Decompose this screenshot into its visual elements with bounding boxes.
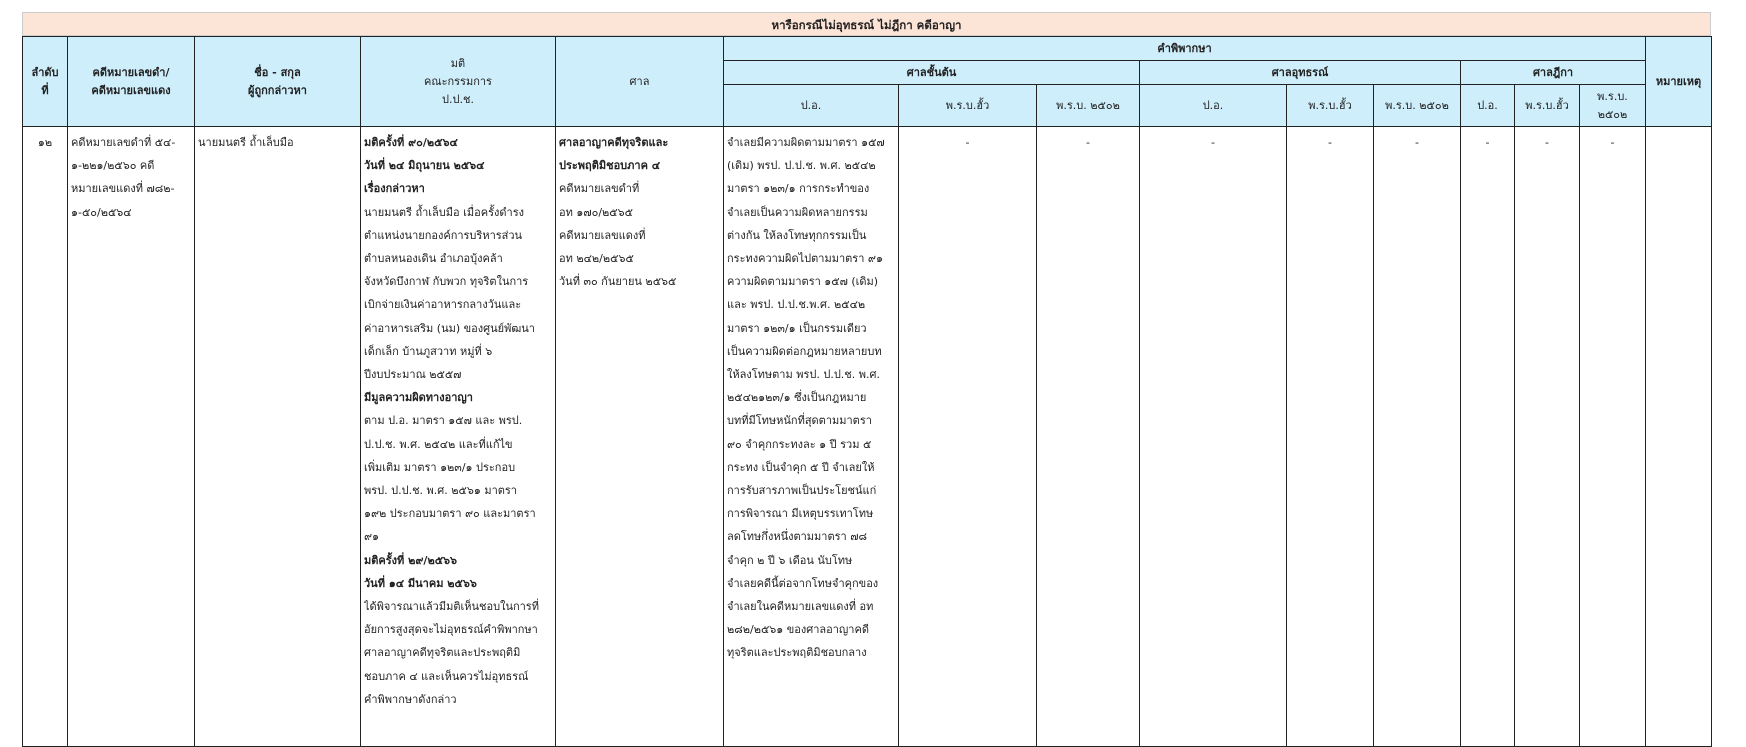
text-line: วันที่ ๒๔ มิถุนายน ๒๕๖๔	[364, 159, 485, 173]
text-line: เบิกจ่ายเงินค่าอาหารกลางวันและ	[364, 298, 522, 312]
text-line: เด็กเล็ก บ้านภูสวาท หมู่ที่ ๖	[364, 344, 493, 358]
text-line: ตาม ป.อ. มาตรา ๑๕๗ และ พรป.	[364, 414, 523, 428]
header-appeal-2502: พ.ร.บ. ๒๕๐๒	[1374, 85, 1461, 127]
text-line: วันที่ ๓๐ กันยายน ๒๕๖๕	[559, 275, 677, 289]
text-line: ปีงบประมาณ ๒๕๕๗	[364, 368, 462, 382]
text-line: ตำบลหนองเดิน อำเภอบุ้งคล้า	[364, 252, 503, 266]
cell-appeal-pa: -	[1140, 127, 1287, 747]
sheet	[22, 12, 1711, 747]
text-line: ๙๐ จำคุกกระทงละ ๑ ปี รวม ๕	[727, 437, 872, 451]
header-remarks: หมายเหตุ	[1646, 37, 1712, 127]
text-line: กระทง เป็นจำคุก ๕ ปี จำเลยให้	[727, 460, 875, 474]
cell-appeal-pbh: -	[1287, 127, 1374, 747]
text-line: จำเลยในคดีหมายเลขแดงที่ อท	[727, 600, 874, 614]
text-line: ลดโทษกึ่งหนึ่งตามมาตรา ๗๘	[727, 530, 867, 544]
cell-appeal-2502: -	[1374, 127, 1461, 747]
text-line: ให้ลงโทษตาม พรป. ป.ป.ช. พ.ศ.	[727, 368, 880, 382]
cell-resolution	[361, 127, 556, 747]
text-line: มาตรา ๑๒๓/๑ การกระทำของ	[727, 182, 870, 196]
text-line: และ พรป. ป.ป.ช.พ.ศ. ๒๕๔๒	[727, 298, 866, 312]
header-case-number: คดีหมายเลขดำ/ คดีหมายเลขแดง	[68, 37, 195, 127]
header-judgment: คำพิพากษา	[724, 37, 1646, 61]
header-appeal-pa: ป.อ.	[1140, 85, 1287, 127]
header-supreme-pa: ป.อ.	[1461, 85, 1515, 127]
text-line: มติครั้งที่ ๒๙/๒๕๖๖	[364, 553, 457, 567]
text-line: การรับสารภาพเป็นประโยชน์แก่	[727, 484, 877, 498]
text-line: นายมนตรี ถ้ำเล็บมือ เมื่อครั้งดำรง	[364, 205, 524, 219]
header-first-pa: ป.อ.	[724, 85, 899, 127]
header-resolution: มติ คณะกรรมการ ป.ป.ช.	[361, 37, 556, 127]
text-line: อท ๑๗๐/๒๕๖๕	[559, 205, 633, 219]
text-line: กระทงความผิดไปตามมาตรา ๙๑	[727, 252, 883, 266]
text-line: อท ๒๔๒/๒๕๖๕	[559, 252, 634, 266]
cell-remarks	[1646, 127, 1712, 747]
text-line: เป็นความผิดต่อกฎหมายหลายบท	[727, 344, 882, 358]
text-line: จำเลยมีความผิดตามมาตรา ๑๕๗	[727, 136, 885, 149]
text-line: เรื่องกล่าวหา	[364, 182, 425, 196]
header-supreme-court: ศาลฎีกา	[1461, 61, 1646, 85]
header-appeal-pbh: พ.ร.บ.ฮั้ว	[1287, 85, 1374, 127]
text-line: ป.ป.ช. พ.ศ. ๒๕๔๒ และที่แก้ไข	[364, 437, 513, 451]
cell-first-2502: -	[1037, 127, 1140, 747]
text-line: คดีหมายเลขแดงที่	[559, 228, 646, 242]
table-row	[23, 127, 1712, 747]
text-line: จำเลยคดีนี้ต่อจากโทษจำคุกของ	[727, 576, 879, 590]
text-line: ชอบภาค ๔ และเห็นควรไม่อุทธรณ์	[364, 669, 529, 683]
cell-supreme-pbh: -	[1515, 127, 1580, 747]
header-first-2502: พ.ร.บ. ๒๕๐๒	[1037, 85, 1140, 127]
text-line: ประพฤติมิชอบภาค ๔	[559, 159, 661, 173]
cell-court	[556, 127, 724, 747]
text-line: ศาลอาญาคดีทุจริตและประพฤติมิ	[364, 646, 521, 660]
text-line: ทุจริตและประพฤติมิชอบกลาง	[727, 646, 867, 660]
cell-supreme-pa: -	[1461, 127, 1515, 747]
header-no: ลำดับ ที่	[23, 37, 68, 127]
header-appeal-court: ศาลอุทธรณ์	[1140, 61, 1461, 85]
cases-table	[22, 36, 1712, 747]
header-supreme-pbh: พ.ร.บ.ฮั้ว	[1515, 85, 1580, 127]
text-line: ศาลอาญาคดีทุจริตและ	[559, 136, 669, 149]
text-line: จำเลยเป็นความผิดหลายกรรม	[727, 205, 868, 219]
text-line: วันที่ ๑๔ มีนาคม ๒๕๖๖	[364, 576, 477, 590]
cell-first-pa	[724, 127, 899, 747]
text-line: ๑๙๒ ประกอบมาตรา ๙๐ และมาตรา	[364, 507, 536, 521]
header-supreme-2502: พ.ร.บ. ๒๕๐๒	[1580, 85, 1646, 127]
cell-supreme-2502: -	[1580, 127, 1646, 747]
text-line: อัยการสูงสุดจะไม่อุทธรณ์คำพิพากษา	[364, 623, 538, 637]
text-line: บทที่มีโทษหนักที่สุดตามมาตรา	[727, 414, 872, 428]
cell-no: ๑๒	[23, 127, 68, 747]
text-line: จังหวัดบึงกาฬ กับพวก ทุจริตในการ	[364, 275, 529, 289]
text-line: ๒๘๒/๒๕๖๑ ของศาลอาญาคดี	[727, 623, 869, 637]
text-line: (เดิม) พรป. ป.ป.ช. พ.ศ. ๒๕๔๒	[727, 159, 876, 173]
text-line: พรป. ป.ป.ช. พ.ศ. ๒๕๖๑ มาตรา	[364, 484, 517, 498]
header-first-court: ศาลชั้นต้น	[724, 61, 1140, 85]
text-line: ๙๑	[364, 530, 380, 544]
header-first-pbh: พ.ร.บ.ฮั้ว	[899, 85, 1037, 127]
header-accused-name: ชื่อ - สกุล ผู้ถูกกล่าวหา	[195, 37, 361, 127]
text-line: ได้พิจารณาแล้วมีมติเห็นชอบในการที่	[364, 600, 539, 614]
text-line: ค่าอาหารเสริม (นม) ของศูนย์พัฒนา	[364, 321, 535, 335]
text-line: ๒๕๔๒๑๒๓/๑ ซึ่งเป็นกฎหมาย	[727, 391, 867, 405]
text-line: มีมูลความผิดทางอาญา	[364, 391, 473, 405]
text-line: จำคุก ๒ ปี ๖ เดือน นับโทษ	[727, 553, 853, 567]
text-line: คำพิพากษาดังกล่าว	[364, 692, 457, 706]
table-title: หารือกรณีไม่อุทธรณ์ ไม่ฎีกา คดีอาญา	[22, 12, 1711, 36]
header-court: ศาล	[556, 37, 724, 127]
cell-accused-name: นายมนตรี ถ้ำเล็บมือ	[195, 127, 361, 747]
text-line: คดีหมายเลขดำที่	[559, 182, 640, 196]
text-line: ต่างกัน ให้ลงโทษทุกกรรมเป็น	[727, 228, 867, 242]
text-line: ตำแหน่งนายกองค์การบริหารส่วน	[364, 228, 523, 242]
cell-first-pbh: -	[899, 127, 1037, 747]
text-line: เพิ่มเติม มาตรา ๑๒๓/๑ ประกอบ	[364, 460, 516, 474]
cell-case-number: คดีหมายเลขดำที่ ๕๔- ๑-๒๒๑/๒๕๖๐ คดี หมายเลขแดงที่ ๗๘๒- ๑-๕๐/๒๕๖๔	[68, 127, 195, 747]
text-line: มติครั้งที่ ๙๐/๒๕๖๔	[364, 136, 458, 149]
text-line: การพิจารณา มีเหตุบรรเทาโทษ	[727, 507, 874, 521]
text-line: ความผิดตามมาตรา ๑๕๗ (เดิม)	[727, 275, 879, 289]
text-line: มาตรา ๑๒๓/๑ เป็นกรรมเดียว	[727, 321, 867, 335]
